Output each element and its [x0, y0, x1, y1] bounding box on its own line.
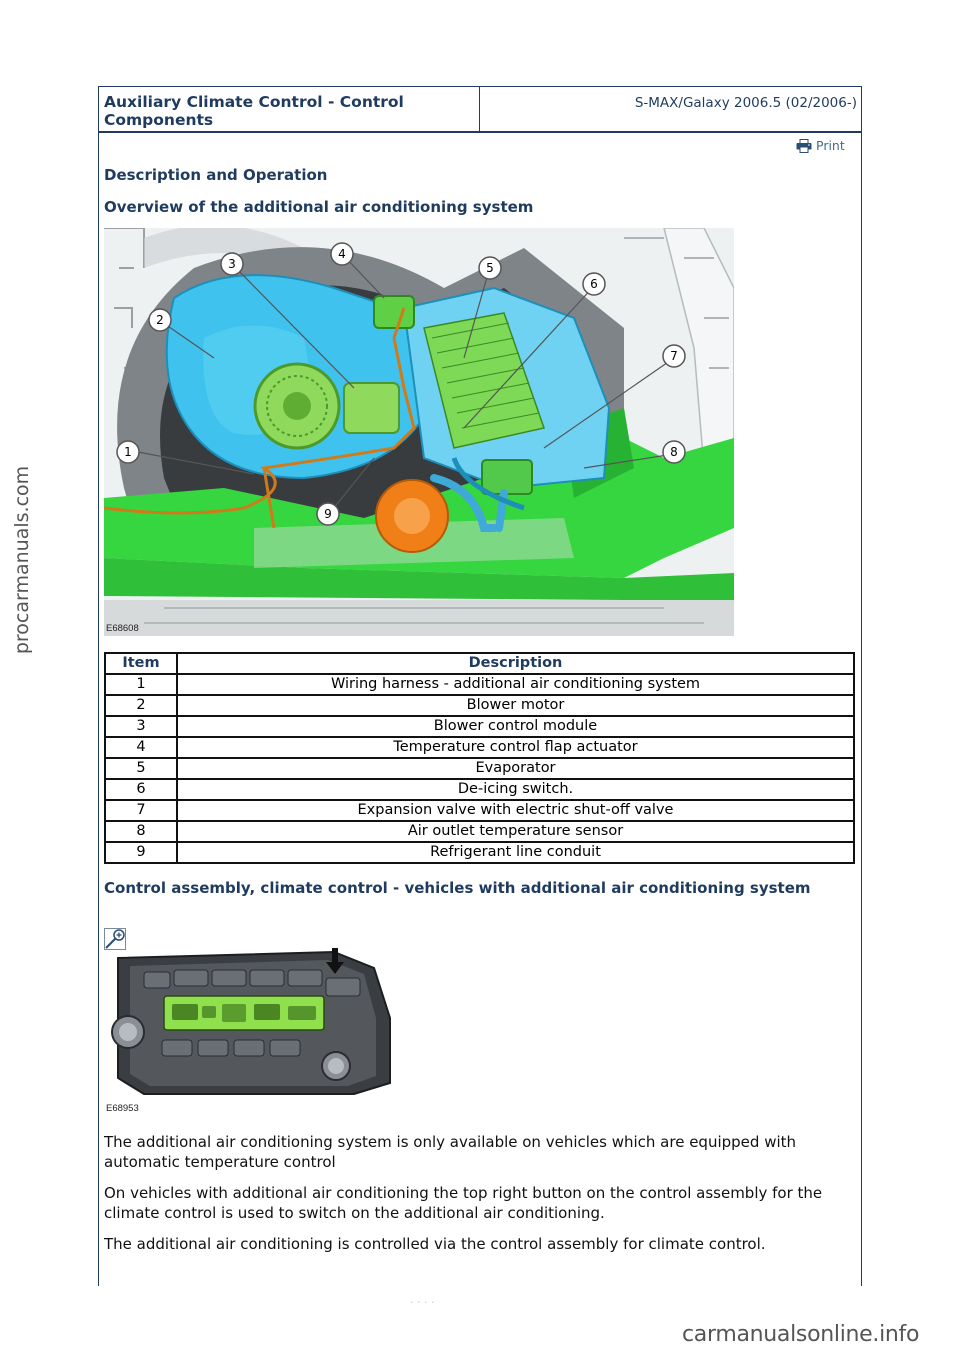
svg-text:7: 7	[670, 349, 678, 363]
document-header	[98, 86, 862, 133]
callout-1	[117, 441, 139, 463]
callout-3	[221, 253, 243, 275]
svg-text:5: 5	[486, 261, 494, 275]
table-row	[105, 716, 854, 737]
item-number: 4	[105, 737, 177, 758]
overview-heading: Overview of the additional air conditioning system	[104, 198, 534, 216]
item-number: 1	[105, 674, 177, 695]
item-description: De-icing switch.	[177, 779, 854, 800]
table-row	[105, 737, 854, 758]
overview-figure	[104, 228, 734, 636]
column-header-description: Description	[177, 653, 854, 674]
callout-6	[583, 273, 605, 295]
footer-watermark: carmanualsonline.info	[682, 1322, 920, 1347]
column-header-item: Item	[105, 653, 177, 674]
callout-7	[663, 345, 685, 367]
item-description: Blower control module	[177, 716, 854, 737]
svg-text:1: 1	[124, 445, 132, 459]
callout-5	[479, 257, 501, 279]
page-number-ghost: · · · ·	[410, 1296, 435, 1309]
zoom-icon[interactable]	[104, 928, 126, 950]
item-description: Expansion valve with electric shut-off valve	[177, 800, 854, 821]
svg-text:9: 9	[324, 507, 332, 521]
component-table	[104, 652, 855, 864]
vehicle-model: S-MAX/Galaxy 2006.5 (02/2006-)	[634, 95, 857, 111]
svg-text:4: 4	[338, 247, 346, 261]
table-row	[105, 674, 854, 695]
item-description: Temperature control flap actuator	[177, 737, 854, 758]
svg-text:2: 2	[156, 313, 164, 327]
item-number: 2	[105, 695, 177, 716]
overview-illustration	[104, 228, 734, 636]
item-number: 6	[105, 779, 177, 800]
item-description: Evaporator	[177, 758, 854, 779]
table-row	[105, 695, 854, 716]
item-description: Blower motor	[177, 695, 854, 716]
control-assembly-heading: Control assembly, climate control - vehicles with additional air conditioning system	[104, 879, 811, 897]
svg-text:3: 3	[228, 257, 236, 271]
section-heading: Description and Operation	[104, 166, 328, 184]
control-panel-illustration	[104, 948, 396, 1098]
paragraph: The additional air conditioning system is only available on vehicles which are equipped with automatic temperature control	[104, 1133, 797, 1171]
item-number: 8	[105, 821, 177, 842]
side-watermark-text: procarmanuals.com	[11, 465, 33, 655]
print-button[interactable]	[796, 138, 845, 153]
figure-label: E68953	[106, 1103, 139, 1114]
control-assembly-figure	[104, 948, 396, 1116]
svg-text:8: 8	[670, 445, 678, 459]
callout-2	[149, 309, 171, 331]
table-row	[105, 842, 854, 863]
item-number: 3	[105, 716, 177, 737]
document-title: Auxiliary Climate Control - Control Components	[99, 87, 480, 131]
side-watermark	[0, 330, 44, 790]
table-row	[105, 821, 854, 842]
table-header-row	[105, 653, 854, 674]
item-number: 7	[105, 800, 177, 821]
item-number: 9	[105, 842, 177, 863]
paragraph: On vehicles with additional air conditioning the top right button on the control assembly for the climate control is used to switch on the additional air conditioning.	[104, 1184, 823, 1222]
item-description: Wiring harness - additional air conditioning system	[177, 674, 854, 695]
item-number: 5	[105, 758, 177, 779]
table-row	[105, 758, 854, 779]
paragraph: The additional air conditioning is controlled via the control assembly for climate control.	[104, 1235, 766, 1253]
svg-text:6: 6	[590, 277, 598, 291]
figure-label: E68608	[106, 623, 139, 634]
print-label: Print	[816, 138, 845, 153]
printer-icon	[796, 139, 812, 153]
table-row	[105, 779, 854, 800]
callout-9	[317, 503, 339, 525]
item-description: Air outlet temperature sensor	[177, 821, 854, 842]
item-description: Refrigerant line conduit	[177, 842, 854, 863]
callout-8	[663, 441, 685, 463]
callout-4	[331, 243, 353, 265]
table-row	[105, 800, 854, 821]
